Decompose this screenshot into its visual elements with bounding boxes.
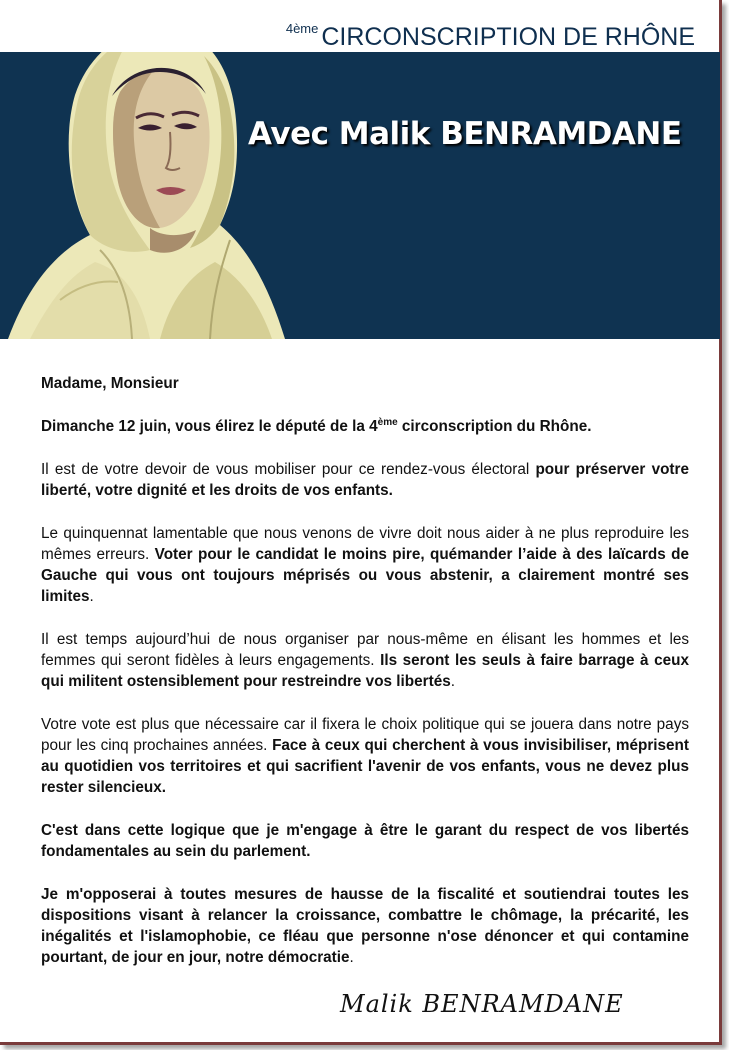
signature: Malik BENRAMDANE (340, 990, 624, 1018)
paragraph-election-date: Dimanche 12 juin, vous élirez le député de la 4ème circonscription du Rhône. (41, 416, 592, 435)
banner-title: Avec Malik BENRAMDANE (248, 116, 682, 152)
candidate-portrait-image (0, 52, 300, 339)
paragraph-program: Je m'opposerai à toutes mesures de hausse de la fiscalité et soutiendrai toutes les dispositions visant à relancer la croissance, combattre le chômage, la précarité, les inégalités et l'islamophobie, ce fléau que personne n'ose dénoncer et qui contamine pourtant, de jour en jour, notre démocratie. (41, 886, 689, 966)
paragraph-organise: Il est temps aujourd’hui de nous organiser par nous-même en élisant les hommes et les femmes qui seront fidèles à leurs engagements. Ils seront les seuls à faire barrage à ceux qui militent ostensiblement pour restreindre vos libertés. (41, 631, 689, 690)
paragraph-quinquennat: Le quinquennat lamentable que nous venons de vivre doit nous aider à ne plus reproduire les mêmes erreurs. Voter pour le candidat le moins pire, quémander l’aide à des laïcards de Gauche qui vous ont toujours méprisés ou vous abstenir, a clairement montré ses limites. (41, 525, 689, 605)
paragraph-commitment: C'est dans cette logique que je m'engage à être le garant du respect de vos libertés fondamentales au sein du parlement. (41, 822, 689, 860)
ordinal: 4ème (285, 21, 319, 36)
constituency-title-text: CIRCONSCRIPTION DE RHÔNE (321, 23, 695, 51)
header-banner (0, 52, 720, 339)
greeting: Madame, Monsieur (41, 375, 179, 392)
paragraph-mobilise: Il est de votre devoir de vous mobiliser pour ce rendez-vous électoral pour préserver votre liberté, votre dignité et les droits de vos enfants. (41, 461, 689, 499)
paragraph-vote: Votre vote est plus que nécessaire car il fixera le choix politique qui se jouera dans notre pays pour les cinq prochaines années. Face à ceux qui cherchent à vous invisibiliser, méprisent au quotidien vos territoires et qui sacrifient l'avenir de vos enfants, vous ne devez plus rester silencieux. (41, 716, 689, 796)
constituency-title (286, 12, 695, 54)
letter-body (41, 373, 689, 990)
